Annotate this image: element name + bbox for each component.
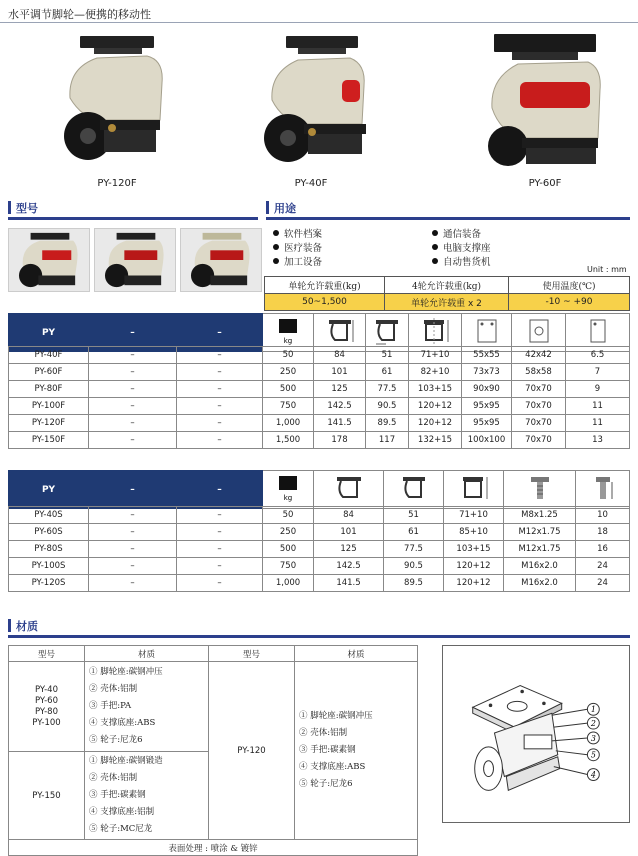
table-s-cell: –	[89, 507, 177, 524]
table-f-cell: 95x95	[462, 415, 512, 432]
table-f-header-dash1: –	[89, 314, 177, 352]
table-f-cell: PY-60F	[9, 364, 89, 381]
table-f-cell: 500	[263, 381, 314, 398]
table-s-cell: –	[89, 575, 177, 592]
table-s-row	[9, 507, 630, 524]
table-f-cell: 120+12	[409, 398, 462, 415]
table-s-cell: 90.5	[384, 558, 444, 575]
table-f-cell: –	[177, 364, 263, 381]
section-use-underline	[266, 217, 630, 220]
material-group1-models: PY-40 PY-60 PY-80 PY-100	[9, 662, 85, 752]
product-photo-py-60f	[478, 28, 608, 173]
section-model-title: 型号	[16, 202, 38, 215]
table-f-cell: 120+12	[409, 415, 462, 432]
spec-table-s-rows	[8, 506, 630, 592]
material-group2-model: PY-150	[9, 752, 85, 840]
table-f-cell: 70x70	[512, 398, 566, 415]
section-model-underline	[8, 217, 258, 220]
table-f-cell: 750	[263, 398, 314, 415]
table-f-cell: 132+15	[409, 432, 462, 449]
table-s-cell: PY-120S	[9, 575, 89, 592]
material-table	[8, 645, 418, 856]
table-f-cell: 7	[566, 364, 630, 381]
table-f-cell: 6.5	[566, 347, 630, 364]
product-caption-2: PY-40F	[294, 178, 328, 189]
material-group2-items: ① 脚轮座:碳钢锻造 ② 壳体:铝制 ③ 手把:碳素钢 ④ 支撑底座:铝制 ⑤ 轮子:MC尼龙	[85, 752, 209, 840]
use-item-5: 加工设备	[273, 254, 322, 268]
table-s-cell: M8x1.25	[504, 507, 576, 524]
material-group3-items: ① 脚轮座:碳钢冲压 ② 壳体:铝制 ③ 手把:碳素钢 ④ 支撑底座:ABS ⑤ 轮子:尼龙6	[295, 662, 418, 840]
material-group3-model: PY-120	[209, 662, 295, 840]
table-s-cell: M12x1.75	[504, 541, 576, 558]
table-f-cell: 178	[314, 432, 366, 449]
table-f-cell: 1,000	[263, 415, 314, 432]
table-f-cell: 55x55	[462, 347, 512, 364]
table-s-cell: PY-80S	[9, 541, 89, 558]
table-f-cell: 50	[263, 347, 314, 364]
table-s-cell: –	[177, 507, 263, 524]
s-dimension-adjust-icon	[444, 471, 504, 509]
s-weight-icon	[263, 471, 314, 509]
diagram-label-2: 2	[590, 719, 596, 729]
caster-diagram	[442, 645, 630, 823]
table-f-cell: 42x42	[512, 347, 566, 364]
thumb-photo-3	[180, 228, 262, 292]
table-s-row	[9, 541, 630, 558]
table-f-cell: 89.5	[366, 415, 409, 432]
table-s-cell: 89.5	[384, 575, 444, 592]
svg-text:kg: kg	[283, 494, 293, 502]
table-f-cell: 70x70	[512, 432, 566, 449]
table-f-cell: –	[177, 381, 263, 398]
table-s-header-dash2: –	[177, 471, 263, 509]
s-dimension-height-icon	[314, 471, 384, 509]
table-s-header-py: PY	[9, 471, 89, 509]
table-f-cell: –	[89, 398, 177, 415]
diagram-label-5: 5	[590, 750, 596, 760]
table-f-cell: –	[177, 347, 263, 364]
page-title: 水平调节脚轮—便携的移动性	[8, 8, 151, 21]
table-f-cell: 1,500	[263, 432, 314, 449]
thumb-photo-2	[94, 228, 176, 292]
table-s-cell: 24	[576, 575, 630, 592]
table-f-cell: PY-40F	[9, 347, 89, 364]
table-s-cell: 50	[263, 507, 314, 524]
load-value-four: 单轮允许载重 x 2	[385, 294, 509, 311]
table-f-cell: 101	[314, 364, 366, 381]
section-use-heading	[266, 201, 630, 215]
material-header-material-1: 材质	[85, 646, 209, 662]
table-f-cell: –	[177, 398, 263, 415]
table-f-cell: 11	[566, 398, 630, 415]
table-s-cell: 16	[576, 541, 630, 558]
table-f-header-dash2: –	[177, 314, 263, 352]
load-header-four: 4轮允许载重(kg)	[385, 277, 509, 294]
table-s-cell: 71+10	[444, 507, 504, 524]
table-f-cell: –	[177, 415, 263, 432]
table-s-cell: 84	[314, 507, 384, 524]
table-f-cell: –	[89, 415, 177, 432]
table-f-cell: 100x100	[462, 432, 512, 449]
use-item-6: 自动售货机	[432, 254, 491, 268]
table-s-cell: M16x2.0	[504, 575, 576, 592]
table-f-cell: 250	[263, 364, 314, 381]
product-caption-3: PY-60F	[528, 178, 562, 189]
material-header-model-2: 型号	[209, 646, 295, 662]
table-s-cell: PY-60S	[9, 524, 89, 541]
table-s-row	[9, 524, 630, 541]
section-use-title: 用途	[274, 202, 296, 215]
table-f-cell: –	[177, 432, 263, 449]
table-s-cell: –	[177, 558, 263, 575]
table-f-cell: 58x58	[512, 364, 566, 381]
table-s-cell: 10	[576, 507, 630, 524]
table-s-cell: 141.5	[314, 575, 384, 592]
table-s-cell: PY-40S	[9, 507, 89, 524]
load-value-temp: -10 ~ +90	[509, 294, 630, 311]
table-s-cell: 77.5	[384, 541, 444, 558]
table-f-row	[9, 432, 630, 449]
table-s-cell: –	[89, 541, 177, 558]
table-f-cell: 82+10	[409, 364, 462, 381]
table-s-cell: 51	[384, 507, 444, 524]
table-s-cell: 18	[576, 524, 630, 541]
table-f-header-py: PY	[9, 314, 89, 352]
diagram-label-3: 3	[590, 733, 596, 743]
table-s-row	[9, 558, 630, 575]
table-f-cell: 61	[366, 364, 409, 381]
table-s-cell: 250	[263, 524, 314, 541]
table-f-cell: 117	[366, 432, 409, 449]
load-table	[264, 276, 630, 311]
thumb-photo-1	[8, 228, 90, 292]
section-material-underline	[8, 635, 630, 638]
thread-length-icon	[576, 471, 630, 509]
table-f-row	[9, 415, 630, 432]
table-s-cell: –	[89, 524, 177, 541]
section-material-heading	[8, 619, 630, 633]
table-s-cell: 24	[576, 558, 630, 575]
use-item-1: 软件档案	[273, 226, 322, 240]
table-f-cell: PY-80F	[9, 381, 89, 398]
table-s-cell: 61	[384, 524, 444, 541]
table-s-cell: –	[177, 524, 263, 541]
table-f-cell: PY-150F	[9, 432, 89, 449]
table-f-cell: 95x95	[462, 398, 512, 415]
load-header-single: 单轮允许载重(kg)	[265, 277, 385, 294]
table-s-row	[9, 575, 630, 592]
table-s-cell: 125	[314, 541, 384, 558]
table-f-cell: 141.5	[314, 415, 366, 432]
table-f-cell: 13	[566, 432, 630, 449]
table-s-cell: 120+12	[444, 575, 504, 592]
table-s-cell: PY-100S	[9, 558, 89, 575]
table-s-cell: 101	[314, 524, 384, 541]
table-f-cell: PY-120F	[9, 415, 89, 432]
table-f-row	[9, 364, 630, 381]
table-s-cell: 500	[263, 541, 314, 558]
table-f-cell: 90x90	[462, 381, 512, 398]
table-f-cell: 51	[366, 347, 409, 364]
table-s-cell: 750	[263, 558, 314, 575]
use-item-4: 电脑支撑座	[432, 240, 491, 254]
load-header-temp: 使用温度(℃)	[509, 277, 630, 294]
s-dimension-offset-icon	[384, 471, 444, 509]
use-item-3: 医疗装备	[273, 240, 322, 254]
table-s-cell: –	[89, 558, 177, 575]
section-model-heading	[8, 201, 258, 215]
table-f-cell: 90.5	[366, 398, 409, 415]
table-f-cell: –	[89, 364, 177, 381]
table-f-cell: 70x70	[512, 381, 566, 398]
diagram-label-1: 1	[590, 705, 596, 715]
table-s-cell: –	[177, 575, 263, 592]
table-f-cell: –	[89, 347, 177, 364]
table-s-cell: M12x1.75	[504, 524, 576, 541]
spec-table-s	[8, 470, 630, 509]
table-f-cell: –	[89, 381, 177, 398]
table-s-header-dash1: –	[89, 471, 177, 509]
table-f-row	[9, 398, 630, 415]
header-divider	[0, 22, 638, 23]
table-f-cell: 11	[566, 415, 630, 432]
diagram-label-4: 4	[590, 770, 596, 780]
product-photo-py-40f	[246, 28, 376, 173]
table-f-row	[9, 381, 630, 398]
table-f-row	[9, 347, 630, 364]
product-caption-1: PY-120F	[97, 178, 137, 189]
section-material-title: 材质	[16, 620, 38, 633]
table-s-cell: 1,000	[263, 575, 314, 592]
table-f-cell: 125	[314, 381, 366, 398]
table-s-cell: M16x2.0	[504, 558, 576, 575]
spec-table-f-rows	[8, 346, 630, 449]
table-s-cell: –	[177, 541, 263, 558]
table-f-cell: 9	[566, 381, 630, 398]
table-s-cell: 85+10	[444, 524, 504, 541]
material-header-material-2: 材质	[295, 646, 418, 662]
material-group1-items: ① 脚轮座:碳钢冲压 ② 壳体:铝制 ③ 手把:PA ④ 支撑底座:ABS ⑤ 轮子:尼龙6	[85, 662, 209, 752]
table-s-cell: 142.5	[314, 558, 384, 575]
use-item-2: 通信装备	[432, 226, 481, 240]
table-f-cell: 70x70	[512, 415, 566, 432]
svg-text:kg: kg	[283, 337, 293, 345]
surface-treatment: 表面处理 : 喷涂 & 镀锌	[9, 840, 418, 856]
material-header-model-1: 型号	[9, 646, 85, 662]
table-f-cell: PY-100F	[9, 398, 89, 415]
table-f-cell: 142.5	[314, 398, 366, 415]
table-f-cell: –	[89, 432, 177, 449]
thread-size-icon	[504, 471, 576, 509]
table-f-cell: 73x73	[462, 364, 512, 381]
table-f-cell: 71+10	[409, 347, 462, 364]
table-f-cell: 84	[314, 347, 366, 364]
table-s-cell: 120+12	[444, 558, 504, 575]
table-f-cell: 103+15	[409, 381, 462, 398]
table-s-cell: 103+15	[444, 541, 504, 558]
table-f-cell: 77.5	[366, 381, 409, 398]
load-value-single: 50~1,500	[265, 294, 385, 311]
product-photo-py-120f	[52, 28, 182, 173]
unit-label: Unit : mm	[587, 265, 627, 274]
